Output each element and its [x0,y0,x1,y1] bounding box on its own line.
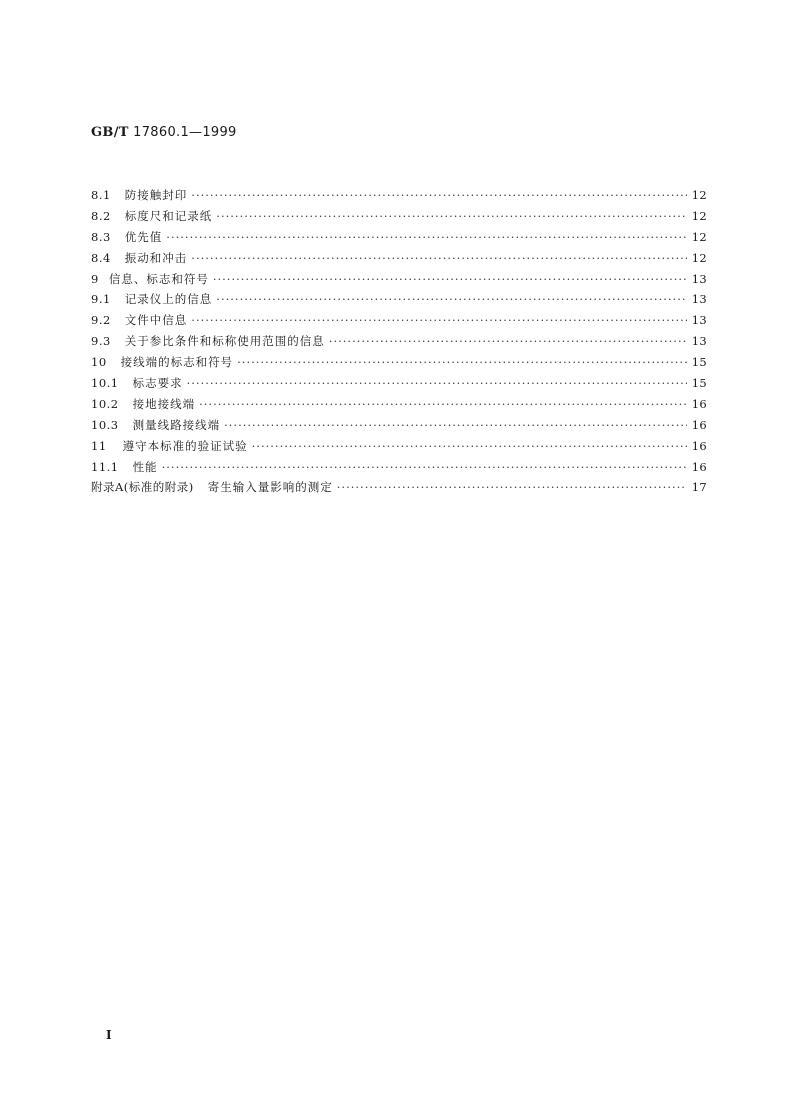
toc-entry-number: 8.4 [91,250,111,265]
toc-entry-page: 12 [691,229,707,244]
toc-entry-number: 10.1 [91,376,119,391]
toc-entry-title: 文件中信息 [124,313,188,328]
toc-leader-dots [237,355,687,369]
toc-entry-page: 17 [691,480,707,495]
toc-entry-number: 10.2 [91,396,119,411]
toc-entry[interactable] [91,229,707,250]
toc-entry-page: 16 [691,396,707,411]
toc-entry[interactable] [91,417,707,438]
toc-entry-page: 13 [691,271,707,286]
toc-entry-number: 8.3 [91,229,111,244]
toc-entry-title: 遵守本标准的验证试验 [122,438,248,453]
toc-entry[interactable] [91,333,707,354]
toc-leader-dots [187,376,687,390]
toc-entry-page: 12 [691,188,707,202]
toc-leader-dots [191,251,687,265]
toc-entry-page: 12 [691,250,707,265]
toc-entry-title: 关于参比条件和标称使用范围的信息 [124,334,325,349]
toc-entry-page: 13 [691,313,707,328]
toc-entry-title: 防接触封印 [124,188,188,202]
toc-entry-number: 10.3 [91,417,119,432]
toc-entry-page: 13 [691,292,707,307]
toc-entry-number: 8.1 [91,188,111,202]
toc-entry-page: 16 [691,438,707,453]
toc-entry-number: 9.2 [91,313,111,328]
toc-entry-number: 9.3 [91,334,111,349]
toc-leader-dots [337,480,687,494]
toc-entry-title: 接地接线端 [132,396,196,411]
toc-leader-dots [252,439,687,453]
toc-entry-title: 记录仪上的信息 [124,292,213,307]
toc-entry-page: 16 [691,417,707,432]
toc-entry[interactable] [91,438,707,459]
toc-leader-dots [166,230,687,244]
toc-entry-page: 15 [691,376,707,391]
standard-header [91,125,237,140]
toc-leader-dots [216,209,687,223]
toc-entry-page: 13 [691,334,707,349]
toc-entry-title: 接线端的标志和符号 [120,355,234,370]
toc-entry-number: 9.1 [91,292,111,307]
toc-entry-title: 优先值 [124,229,163,244]
toc-leader-dots [191,313,687,327]
toc-entry[interactable] [91,396,707,417]
standard-code: GB/T [91,125,129,140]
toc-entry-page: 12 [691,208,707,223]
toc-entry-number: 9 [91,271,99,286]
toc-entry[interactable] [91,271,707,292]
toc-entry-number: 附录A(标准的附录) [91,480,194,495]
toc-entry-title: 性能 [132,459,158,474]
toc-entry[interactable] [91,354,707,375]
toc-entry[interactable] [91,250,707,271]
toc-entry-title: 标度尺和记录纸 [124,208,213,223]
toc-entry[interactable] [91,291,707,312]
toc-entry[interactable] [91,479,707,500]
toc-leader-dots [329,334,687,348]
toc-entry-title: 标志要求 [132,376,183,391]
toc-leader-dots [224,418,687,432]
toc-leader-dots [199,397,687,411]
toc-leader-dots [213,272,687,286]
toc-entry-page: 15 [691,355,707,370]
toc-entry-title: 振动和冲击 [124,250,188,265]
toc-leader-dots [162,460,687,474]
toc-entry-number: 8.2 [91,208,111,223]
toc-entry-number: 11 [91,438,107,453]
toc-entry[interactable] [91,375,707,396]
toc-entry-page: 16 [691,459,707,474]
toc-entry[interactable] [91,187,707,208]
toc-entry-number: 10 [91,355,107,370]
toc-entry[interactable] [91,208,707,229]
toc-entry[interactable] [91,459,707,480]
toc-leader-dots [191,188,687,202]
toc-entry-title: 测量线路接线端 [132,417,221,432]
table-of-contents [91,187,707,500]
toc-entry-title: 信息、标志和符号 [108,271,209,286]
page-number: I [106,1028,112,1042]
toc-entry-number: 11.1 [91,459,119,474]
toc-leader-dots [216,292,687,306]
toc-entry-title: 寄生输入量影响的测定 [207,480,333,495]
toc-entry[interactable] [91,312,707,333]
standard-number: 17860.1—1999 [133,125,237,140]
